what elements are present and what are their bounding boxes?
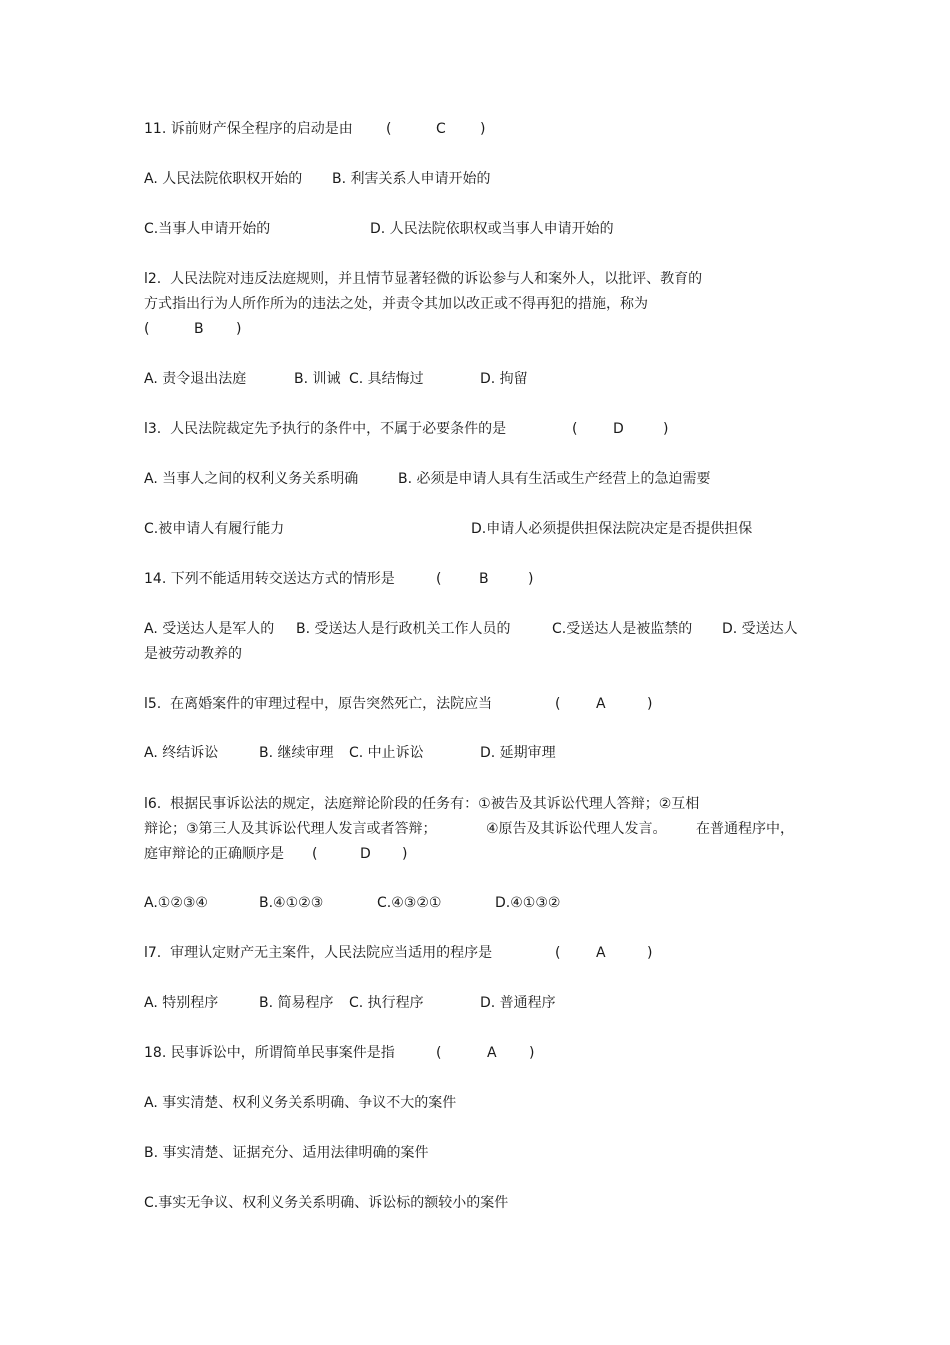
question-14-text: 14. 下列不能适用转交送达方式的情形是 [144,571,395,587]
option-line: A. 事实清楚、权利义务关系明确、争议不大的案件 [144,1095,457,1111]
answer-open-paren: ( [144,321,150,337]
option-line: D. 人民法院依职权或当事人申请开始的 [370,221,614,237]
answer-open-paren: ( [386,121,392,137]
option-line: D. 受送达人 [722,621,798,637]
answer-close-paren: ) [647,945,653,961]
option-line: C. 具结悔过 [349,371,424,387]
option-line: B. 利害关系人申请开始的 [332,171,491,187]
option-line: C.④③②① [377,895,442,911]
answer-15: A [596,696,606,712]
option-line: B. 必须是申请人具有生活或生产经营上的急迫需要 [398,471,711,487]
question-11-text: 11. 诉前财产保全程序的启动是由 [144,121,353,137]
option-line: D. 延期审理 [480,745,556,761]
option-line: C.受送达人是被监禁的 [552,621,693,637]
option-line: D.申请人必须提供担保法院决定是否提供担保 [471,521,753,537]
option-line: C. 执行程序 [349,995,424,1011]
question-17-text: l7. 审理认定财产无主案件，人民法院应当适用的程序是 [144,945,493,961]
option-line: A. 终结诉讼 [144,745,219,761]
question-12-text: l2. 人民法院对违反法庭规则，并且情节显著轻微的诉讼参与人和案外人，以批评、教育的 [144,271,703,287]
answer-open-paren: ( [572,421,578,437]
answer-close-paren: ) [236,321,242,337]
answer-close-paren: ) [480,121,486,137]
option-line: A. 当事人之间的权利义务关系明确 [144,471,359,487]
option-line: B.④①②③ [259,895,324,911]
answer-14: B [479,571,489,587]
answer-close-paren: ) [529,1045,535,1061]
question-16-text: ④原告及其诉讼代理人发言。 [486,821,667,837]
question-16-text: 辩论；③第三人及其诉讼代理人发言或者答辩； [144,821,437,837]
option-line: A. 责令退出法庭 [144,371,247,387]
option-line: A. 特别程序 [144,995,219,1011]
option-line: B. 继续审理 [259,745,334,761]
answer-close-paren: ) [647,696,653,712]
answer-18: A [487,1045,497,1061]
question-18-text: 18. 民事诉讼中，所谓简单民事案件是指 [144,1045,395,1061]
option-line: C.事实无争议、权利义务关系明确、诉讼标的额较小的案件 [144,1195,509,1211]
option-line: A. 人民法院依职权开始的 [144,171,303,187]
option-line: B. 简易程序 [259,995,334,1011]
answer-open-paren: ( [436,1045,442,1061]
answer-open-paren: ( [436,571,442,587]
question-16-text: l6. 根据民事诉讼法的规定，法庭辩论阶段的任务有：①被告及其诉讼代理人答辩；②互相 [144,796,700,812]
question-16-text: 在普通程序中， [696,821,794,837]
answer-13: D [613,421,624,437]
option-line: B. 事实清楚、证据充分、适用法律明确的案件 [144,1145,429,1161]
option-line: B. 训诫 [294,371,341,387]
answer-close-paren: ) [402,846,408,862]
answer-close-paren: ) [663,421,669,437]
option-line: D.④①③② [495,895,561,911]
option-line: C.当事人申请开始的 [144,221,271,237]
answer-17: A [596,945,606,961]
answer-open-paren: ( [555,945,561,961]
option-line: C. 中止诉讼 [349,745,424,761]
option-line: B. 受送达人是行政机关工作人员的 [296,621,511,637]
answer-open-paren: ( [312,846,318,862]
question-16-text: 庭审辩论的正确顺序是 [144,846,284,862]
option-line: 是被劳动教养的 [144,646,242,662]
answer-close-paren: ) [528,571,534,587]
question-15-text: l5. 在离婚案件的审理过程中，原告突然死亡，法院应当 [144,696,493,712]
option-line: A.①②③④ [144,895,208,911]
option-line: C.被申请人有履行能力 [144,521,285,537]
answer-11: C [436,121,446,137]
answer-open-paren: ( [555,696,561,712]
question-13-text: l3. 人民法院裁定先予执行的条件中，不属于必要条件的是 [144,421,507,437]
option-line: D. 普通程序 [480,995,556,1011]
question-12-text: 方式指出行为人所作所为的违法之处，并责令其加以改正或不得再犯的措施，称为 [144,296,648,312]
option-line: A. 受送达人是军人的 [144,621,275,637]
answer-12: B [194,321,204,337]
answer-16: D [360,846,371,862]
option-line: D. 拘留 [480,371,528,387]
